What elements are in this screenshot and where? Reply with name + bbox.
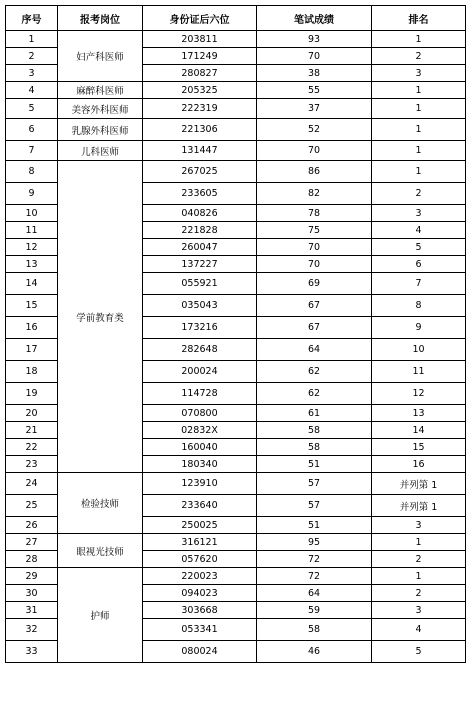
id-last-six-cell: 180340	[143, 456, 257, 473]
position-cell: 乳腺外科医师	[58, 119, 143, 141]
serial-number-cell: 12	[6, 239, 58, 256]
rank-cell: 7	[372, 273, 466, 295]
id-last-six-cell: 282648	[143, 339, 257, 361]
table-row	[6, 99, 466, 119]
rank-cell: 1	[372, 161, 466, 183]
rank-cell: 5	[372, 641, 466, 663]
id-last-six-cell: 205325	[143, 82, 257, 99]
serial-number-cell: 22	[6, 439, 58, 456]
serial-number-cell: 20	[6, 405, 58, 422]
rank-cell: 2	[372, 585, 466, 602]
serial-number-cell: 30	[6, 585, 58, 602]
id-last-six-cell: 250025	[143, 517, 257, 534]
rank-cell: 1	[372, 141, 466, 161]
rank-cell: 2	[372, 183, 466, 205]
rank-cell: 3	[372, 205, 466, 222]
id-last-six-cell: 221306	[143, 119, 257, 141]
id-last-six-cell: 070800	[143, 405, 257, 422]
position-cell: 儿科医师	[58, 141, 143, 161]
serial-number-cell: 8	[6, 161, 58, 183]
written-score-cell: 70	[257, 141, 372, 161]
table-row	[6, 473, 466, 495]
id-last-six-cell: 303668	[143, 602, 257, 619]
position-cell: 检验技师	[58, 473, 143, 534]
position-cell: 妇产科医师	[58, 31, 143, 82]
id-last-six-cell: 055921	[143, 273, 257, 295]
position-cell: 护师	[58, 568, 143, 663]
serial-number-cell: 7	[6, 141, 58, 161]
rank-cell: 1	[372, 534, 466, 551]
written-score-cell: 57	[257, 495, 372, 517]
serial-number-cell: 9	[6, 183, 58, 205]
rank-cell: 15	[372, 439, 466, 456]
serial-number-cell: 28	[6, 551, 58, 568]
written-score-cell: 55	[257, 82, 372, 99]
serial-number-cell: 3	[6, 65, 58, 82]
written-score-cell: 38	[257, 65, 372, 82]
rank-cell: 并列第 1	[372, 473, 466, 495]
rank-cell: 10	[372, 339, 466, 361]
rank-cell: 13	[372, 405, 466, 422]
written-score-cell: 51	[257, 456, 372, 473]
rank-cell: 11	[372, 361, 466, 383]
id-last-six-cell: 057620	[143, 551, 257, 568]
written-score-cell: 52	[257, 119, 372, 141]
id-last-six-cell: 035043	[143, 295, 257, 317]
serial-number-cell: 10	[6, 205, 58, 222]
table-row	[6, 141, 466, 161]
id-last-six-cell: 131447	[143, 141, 257, 161]
serial-number-cell: 25	[6, 495, 58, 517]
serial-number-cell: 11	[6, 222, 58, 239]
table-row	[6, 568, 466, 585]
position-cell: 美容外科医师	[58, 99, 143, 119]
written-score-cell: 75	[257, 222, 372, 239]
rank-cell: 并列第 1	[372, 495, 466, 517]
rank-cell: 1	[372, 31, 466, 48]
serial-number-cell: 2	[6, 48, 58, 65]
written-score-cell: 82	[257, 183, 372, 205]
header-written-score: 笔试成绩	[257, 6, 372, 31]
id-last-six-cell: 171249	[143, 48, 257, 65]
written-score-cell: 46	[257, 641, 372, 663]
id-last-six-cell: 114728	[143, 383, 257, 405]
header-row	[6, 6, 466, 31]
id-last-six-cell: 123910	[143, 473, 257, 495]
id-last-six-cell: 233605	[143, 183, 257, 205]
serial-number-cell: 14	[6, 273, 58, 295]
written-score-cell: 86	[257, 161, 372, 183]
written-score-cell: 95	[257, 534, 372, 551]
serial-number-cell: 29	[6, 568, 58, 585]
rank-cell: 12	[372, 383, 466, 405]
position-cell: 麻醉科医师	[58, 82, 143, 99]
rank-cell: 3	[372, 602, 466, 619]
id-last-six-cell: 280827	[143, 65, 257, 82]
written-score-cell: 51	[257, 517, 372, 534]
written-score-cell: 37	[257, 99, 372, 119]
written-score-cell: 59	[257, 602, 372, 619]
serial-number-cell: 23	[6, 456, 58, 473]
id-last-six-cell: 221828	[143, 222, 257, 239]
serial-number-cell: 33	[6, 641, 58, 663]
written-score-cell: 70	[257, 48, 372, 65]
rank-cell: 1	[372, 99, 466, 119]
id-last-six-cell: 053341	[143, 619, 257, 641]
written-score-cell: 70	[257, 256, 372, 273]
serial-number-cell: 21	[6, 422, 58, 439]
id-last-six-cell: 200024	[143, 361, 257, 383]
id-last-six-cell: 260047	[143, 239, 257, 256]
written-score-cell: 78	[257, 205, 372, 222]
written-score-cell: 72	[257, 568, 372, 585]
rank-cell: 5	[372, 239, 466, 256]
written-score-cell: 57	[257, 473, 372, 495]
table-row	[6, 534, 466, 551]
serial-number-cell: 31	[6, 602, 58, 619]
written-score-cell: 62	[257, 383, 372, 405]
written-score-cell: 93	[257, 31, 372, 48]
rank-cell: 2	[372, 551, 466, 568]
written-score-cell: 61	[257, 405, 372, 422]
table-row	[6, 119, 466, 141]
written-score-cell: 67	[257, 295, 372, 317]
id-last-six-cell: 222319	[143, 99, 257, 119]
rank-cell: 1	[372, 119, 466, 141]
rank-cell: 1	[372, 568, 466, 585]
written-score-cell: 62	[257, 361, 372, 383]
header-serial-number: 序号	[6, 6, 58, 31]
rank-cell: 16	[372, 456, 466, 473]
serial-number-cell: 26	[6, 517, 58, 534]
id-last-six-cell: 160040	[143, 439, 257, 456]
header-rank: 排名	[372, 6, 466, 31]
serial-number-cell: 13	[6, 256, 58, 273]
serial-number-cell: 6	[6, 119, 58, 141]
table-row	[6, 82, 466, 99]
id-last-six-cell: 040826	[143, 205, 257, 222]
written-score-cell: 70	[257, 239, 372, 256]
written-score-cell: 67	[257, 317, 372, 339]
id-last-six-cell: 233640	[143, 495, 257, 517]
table-row	[6, 161, 466, 183]
serial-number-cell: 5	[6, 99, 58, 119]
id-last-six-cell: 316121	[143, 534, 257, 551]
id-last-six-cell: 203811	[143, 31, 257, 48]
position-cell: 眼视光技师	[58, 534, 143, 568]
serial-number-cell: 18	[6, 361, 58, 383]
written-score-cell: 69	[257, 273, 372, 295]
table-body	[6, 31, 466, 663]
serial-number-cell: 19	[6, 383, 58, 405]
serial-number-cell: 24	[6, 473, 58, 495]
rank-cell: 1	[372, 82, 466, 99]
id-last-six-cell: 137227	[143, 256, 257, 273]
serial-number-cell: 27	[6, 534, 58, 551]
id-last-six-cell: 02832X	[143, 422, 257, 439]
written-score-cell: 64	[257, 339, 372, 361]
position-cell: 学前教育类	[58, 161, 143, 473]
header-position: 报考岗位	[58, 6, 143, 31]
rank-cell: 4	[372, 222, 466, 239]
rank-cell: 9	[372, 317, 466, 339]
rank-cell: 2	[372, 48, 466, 65]
table-row	[6, 31, 466, 48]
written-score-cell: 72	[257, 551, 372, 568]
rank-cell: 8	[372, 295, 466, 317]
rank-cell: 6	[372, 256, 466, 273]
written-score-cell: 58	[257, 619, 372, 641]
id-last-six-cell: 080024	[143, 641, 257, 663]
id-last-six-cell: 267025	[143, 161, 257, 183]
serial-number-cell: 1	[6, 31, 58, 48]
id-last-six-cell: 094023	[143, 585, 257, 602]
serial-number-cell: 17	[6, 339, 58, 361]
written-score-cell: 58	[257, 422, 372, 439]
serial-number-cell: 16	[6, 317, 58, 339]
rank-cell: 3	[372, 517, 466, 534]
written-score-cell: 58	[257, 439, 372, 456]
serial-number-cell: 15	[6, 295, 58, 317]
header-id-last-six: 身份证后六位	[143, 6, 257, 31]
serial-number-cell: 4	[6, 82, 58, 99]
id-last-six-cell: 173216	[143, 317, 257, 339]
rank-cell: 14	[372, 422, 466, 439]
rank-cell: 4	[372, 619, 466, 641]
results-table	[5, 5, 466, 663]
written-score-cell: 64	[257, 585, 372, 602]
serial-number-cell: 32	[6, 619, 58, 641]
id-last-six-cell: 220023	[143, 568, 257, 585]
rank-cell: 3	[372, 65, 466, 82]
